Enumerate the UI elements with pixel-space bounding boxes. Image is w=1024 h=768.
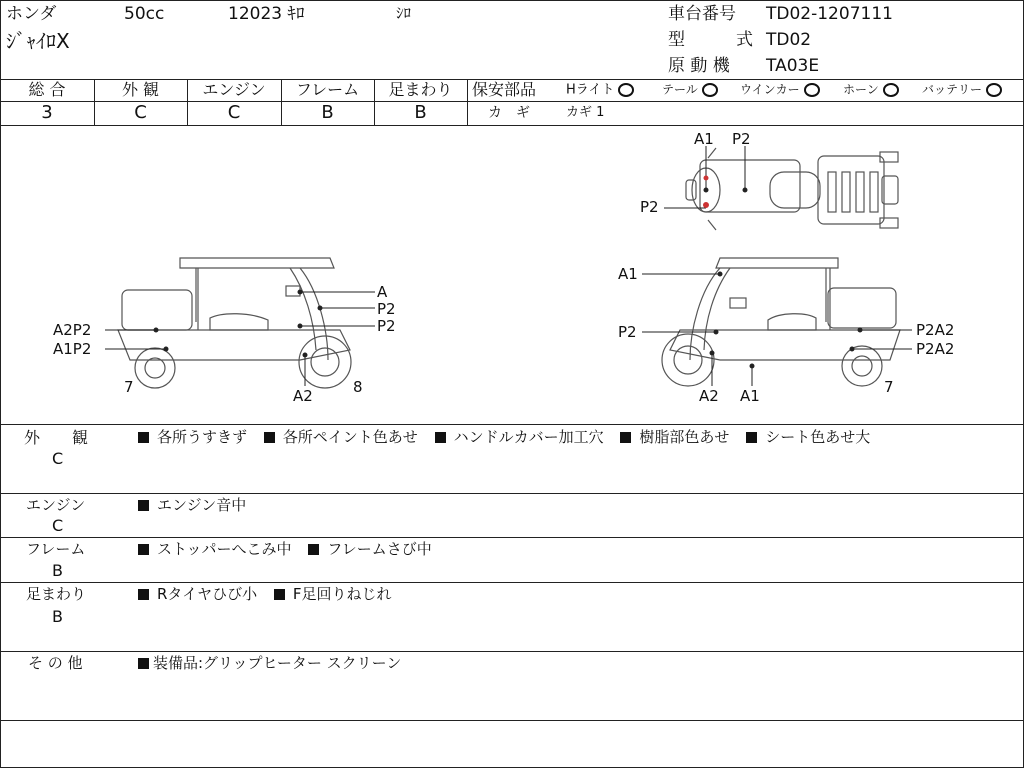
remark-label-other: そ の 他 — [28, 654, 83, 672]
bullet-icon — [746, 432, 757, 443]
displacement: 50cc — [124, 4, 165, 24]
safety-item-horn: ホーン — [843, 83, 899, 97]
marker-label: A1 — [740, 387, 760, 405]
engine-label: 原 動 機 — [668, 56, 730, 76]
safety-item-tail: テール — [662, 83, 718, 97]
grade-header-exterior: 外 観 — [121, 80, 160, 99]
bullet-icon — [308, 544, 319, 555]
ok-circle-icon — [618, 83, 634, 97]
bullet-icon — [138, 544, 149, 555]
safety-item-winker: ウインカー — [740, 83, 820, 97]
key-value: カギ 1 — [566, 105, 605, 120]
left-side-scooter — [118, 258, 351, 388]
ok-circle-icon — [986, 83, 1002, 97]
divider — [467, 79, 468, 125]
type-label-2: 式 — [736, 30, 753, 50]
remark-label-frame: フレーム — [26, 540, 86, 558]
safety-label: 保安部品 — [472, 80, 537, 99]
remark-grade-suspension: B — [52, 607, 63, 626]
top-view-scooter — [686, 148, 898, 230]
remark-grade-engine: C — [52, 516, 64, 535]
type-value: TD02 — [766, 30, 812, 50]
remark-grade-exterior: C — [52, 449, 64, 468]
divider — [467, 101, 1024, 102]
type-label-1: 型 — [668, 30, 685, 50]
maker: ホンダ — [6, 4, 57, 24]
safety-item-headlight: Hライト — [566, 83, 634, 97]
grade-value-suspension: B — [414, 102, 427, 123]
marker-label: A2P2 — [53, 321, 92, 339]
remark-label-exterior: 外 観 — [24, 428, 89, 447]
remark-items-exterior: 各所うすきず 各所ペイント色あせ ハンドルカバー加工穴 樹脂部色あせ シート色あせ大 — [138, 430, 870, 445]
marker-label: P2 — [732, 130, 751, 148]
safety-item-battery: バッテリー — [922, 83, 1002, 97]
grade-header-suspension: 足まわり — [388, 80, 453, 99]
grade-header-frame: フレーム — [295, 80, 360, 99]
color: ｼﾛ — [396, 4, 412, 22]
frame-no-label: 車台番号 — [668, 4, 736, 24]
frame-no: TD02-1207111 — [766, 4, 893, 24]
bullet-icon — [435, 432, 446, 443]
ok-circle-icon — [883, 83, 899, 97]
bullet-icon — [264, 432, 275, 443]
bullet-icon — [620, 432, 631, 443]
ok-circle-icon — [702, 83, 718, 97]
marker-label: P2 — [618, 323, 637, 341]
marker-label: P2 — [377, 300, 396, 318]
marker-label: A — [377, 283, 388, 301]
right-side-scooter — [662, 258, 900, 386]
engine-value: TA03E — [766, 56, 820, 76]
divider — [0, 424, 1024, 425]
marker-label: P2A2 — [916, 321, 955, 339]
bullet-icon — [138, 658, 149, 669]
remark-label-engine: エンジン — [26, 496, 86, 514]
marker-label: A2 — [699, 387, 719, 405]
grade-header-overall: 総 合 — [28, 80, 66, 99]
damage-markers — [105, 146, 912, 386]
divider — [0, 537, 1024, 538]
marker-label: P2 — [377, 317, 396, 335]
marker-label: 7 — [124, 378, 134, 396]
bullet-icon — [138, 589, 149, 600]
remark-items-other: 装備品:グリップヒーター スクリーン — [138, 656, 401, 671]
key-label: カ ギ — [488, 105, 530, 121]
remark-label-suspension: 足まわり — [26, 585, 87, 603]
grade-value-overall: 3 — [41, 102, 53, 123]
remark-items-suspension: Rタイヤひび小 F足回りねじれ — [138, 587, 392, 602]
marker-label: P2A2 — [916, 340, 955, 358]
remark-items-frame: ストッパーへこみ中 フレームさび中 — [138, 542, 432, 557]
marker-label: P2 — [640, 198, 659, 216]
remark-grade-frame: B — [52, 561, 63, 580]
mileage: 12023 ｷﾛ — [228, 4, 305, 24]
bullet-icon — [138, 432, 149, 443]
bullet-icon — [274, 589, 285, 600]
grade-value-engine: C — [227, 102, 241, 123]
divider — [0, 651, 1024, 652]
divider — [0, 493, 1024, 494]
marker-label: 8 — [353, 378, 363, 396]
marker-label: A1 — [694, 130, 714, 148]
grade-header-engine: エンジン — [202, 80, 266, 99]
divider — [0, 720, 1024, 721]
damage-diagram — [0, 126, 1024, 424]
grade-value-frame: B — [321, 102, 334, 123]
marker-label: A2 — [293, 387, 313, 405]
divider — [0, 582, 1024, 583]
model-name: ｼﾞｬｲﾛX — [6, 29, 70, 53]
marker-label: 7 — [884, 378, 894, 396]
ok-circle-icon — [804, 83, 820, 97]
marker-label: A1P2 — [53, 340, 92, 358]
marker-label: A1 — [618, 265, 638, 283]
bullet-icon — [138, 500, 149, 511]
grade-value-exterior: C — [134, 102, 147, 123]
remark-items-engine: エンジン音中 — [138, 498, 246, 513]
